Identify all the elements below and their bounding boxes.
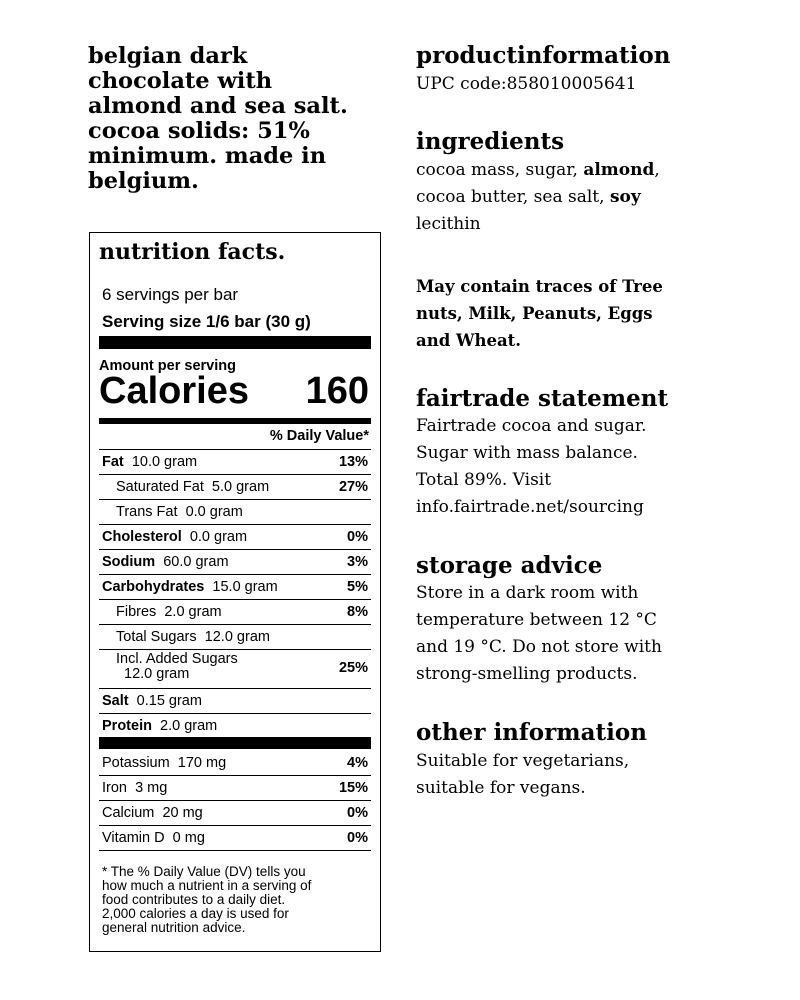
nutrient-row-cholesterol [99, 525, 371, 549]
nutrition-facts-panel [89, 232, 381, 952]
nutrient-name: Calcium [102, 805, 155, 821]
nutrient-dv: 0% [347, 529, 368, 545]
nutrient-amount: 0.15 gram [136, 693, 202, 709]
ingredient-allergen: almond [583, 160, 655, 180]
storage-line: and 19 °C. Do not store with [416, 637, 662, 657]
ingredients-heading: ingredients [416, 128, 565, 155]
nutrient-dv: 27% [338, 479, 368, 495]
other-line: Suitable for vegetarians, [416, 751, 630, 771]
nutrient-amount: 0 mg [172, 830, 205, 846]
daily-value-footnote [102, 865, 311, 935]
nutrient-dv: 0% [347, 805, 368, 821]
nutrient-amount: 12.0 gram [124, 666, 190, 682]
product-title-line: chocolate with [88, 68, 273, 94]
fairtrade-line: Total 89%. Visit [416, 470, 552, 490]
nutrient-name: Salt [102, 693, 129, 709]
nutrient-name: Vitamin D [102, 830, 165, 846]
footnote-line: how much a nutrient in a serving of [102, 878, 312, 893]
allergen-line: and Wheat. [416, 331, 522, 350]
nutrient-dv: 4% [347, 755, 368, 771]
divider [99, 850, 371, 851]
footnote-line: food contributes to a daily diet. [102, 892, 286, 907]
footnote-line: general nutrition advice. [102, 920, 246, 935]
divider-thick [99, 336, 371, 349]
fairtrade-line: Fairtrade cocoa and sugar. [416, 416, 647, 436]
allergen-line: May contain traces of Tree [416, 277, 663, 296]
fairtrade-text [416, 413, 736, 521]
nutrient-amount: 20 mg [162, 805, 203, 821]
nutrient-name: Trans Fat [116, 504, 178, 520]
nutrient-row-fibres [99, 600, 371, 624]
nutrient-row-vitamin-d [99, 826, 371, 850]
nutrient-amount: 15.0 gram [212, 579, 278, 595]
storage-text [416, 580, 736, 688]
other-line: suitable for vegans. [416, 778, 586, 798]
ingredient-text: , [654, 160, 660, 180]
product-information-heading: productinformation [416, 42, 671, 69]
nutrient-name: Incl. Added Sugars [116, 651, 238, 667]
ingredient-allergen: soy [609, 187, 641, 207]
nutrient-name: Cholesterol [102, 529, 182, 545]
other-information-heading: other information [416, 719, 647, 746]
nutrient-name: Fibres [116, 604, 157, 620]
allergen-warning [416, 273, 736, 354]
servings-per-container: 6 servings per bar [102, 285, 239, 304]
nutrient-dv: 25% [338, 660, 368, 676]
nutrient-amount: 0.0 gram [185, 504, 243, 520]
nutrient-row-protein [99, 714, 371, 738]
nutrient-row-added-sugars [99, 650, 371, 688]
nutrient-amount: 3 mg [135, 780, 168, 796]
ingredients-text [416, 157, 736, 238]
nutrient-dv: 5% [347, 579, 368, 595]
storage-line: Store in a dark room with [416, 583, 639, 603]
ingredient-text: cocoa mass, sugar, [416, 160, 584, 180]
nutrient-row-saturated-fat [99, 475, 371, 499]
product-title-line: almond and sea salt. [88, 93, 348, 119]
nutrient-amount: 10.0 gram [131, 454, 198, 470]
nutrient-name: Fat [102, 454, 124, 470]
nutrient-row-total-sugars [99, 625, 371, 649]
nutrient-row-potassium [99, 751, 371, 775]
nutrient-amount: 170 mg [177, 755, 227, 771]
product-title-line: cocoa solids: 51% [88, 118, 310, 144]
amount-per-serving: Amount per serving [99, 358, 236, 374]
product-title [88, 44, 388, 194]
nutrient-name: Protein [102, 718, 152, 734]
nutrient-row-trans-fat [99, 500, 371, 524]
serving-size: Serving size 1/6 bar (30 g) [102, 312, 311, 331]
nutrient-dv: 8% [347, 604, 368, 620]
calories-value: 160 [305, 370, 369, 412]
nutrient-name: Potassium [102, 755, 170, 771]
storage-line: temperature between 12 °C [416, 610, 657, 630]
calories-label: Calories [99, 370, 249, 412]
nutrient-row-fat [99, 450, 371, 474]
product-title-line: belgian dark [88, 43, 248, 69]
footnote-line: * The % Daily Value (DV) tells you [102, 864, 306, 879]
storage-heading: storage advice [416, 552, 603, 579]
divider-thick [99, 737, 371, 749]
nutrient-dv: 13% [338, 454, 368, 470]
fairtrade-heading: fairtrade statement [416, 385, 669, 412]
nutrient-row-carbohydrates [99, 575, 371, 599]
nutrient-name: Sodium [102, 554, 156, 570]
nutrient-row-sodium [99, 550, 371, 574]
ingredient-text: lecithin [416, 214, 481, 234]
nutrient-name: Total Sugars [116, 629, 197, 645]
upc-code: UPC code:858010005641 [416, 74, 637, 94]
nutrition-heading: nutrition facts. [99, 239, 286, 265]
nutrient-amount: 12.0 gram [204, 629, 270, 645]
nutrient-dv: 15% [338, 780, 368, 796]
product-title-line: belgium. [88, 168, 199, 194]
nutrient-name: Carbohydrates [102, 579, 205, 595]
other-information-text [416, 748, 736, 802]
nutrient-amount: 2.0 gram [160, 718, 218, 734]
nutrient-dv: 0% [347, 830, 368, 846]
footnote-line: 2,000 calories a day is used for [102, 906, 289, 921]
nutrient-amount: 2.0 gram [164, 604, 222, 620]
nutrient-row-calcium [99, 801, 371, 825]
nutrient-row-iron [99, 776, 371, 800]
nutrient-amount: 60.0 gram [163, 554, 229, 570]
nutrient-dv: 3% [347, 554, 368, 570]
allergen-line: nuts, Milk, Peanuts, Eggs [416, 304, 653, 323]
daily-value-header: % Daily Value* [269, 428, 369, 444]
nutrient-amount: 5.0 gram [211, 479, 270, 495]
divider-medium [99, 418, 371, 424]
fairtrade-line: info.fairtrade.net/sourcing [416, 497, 644, 517]
nutrient-name: Saturated Fat [116, 479, 204, 495]
ingredient-text: cocoa butter, sea salt, [416, 187, 610, 207]
product-title-line: minimum. made in [88, 143, 327, 169]
nutrient-amount: 0.0 gram [189, 529, 248, 545]
nutrient-row-salt [99, 689, 371, 713]
nutrient-name: Iron [102, 780, 127, 796]
fairtrade-line: Sugar with mass balance. [416, 443, 638, 463]
storage-line: strong-smelling products. [416, 664, 638, 684]
